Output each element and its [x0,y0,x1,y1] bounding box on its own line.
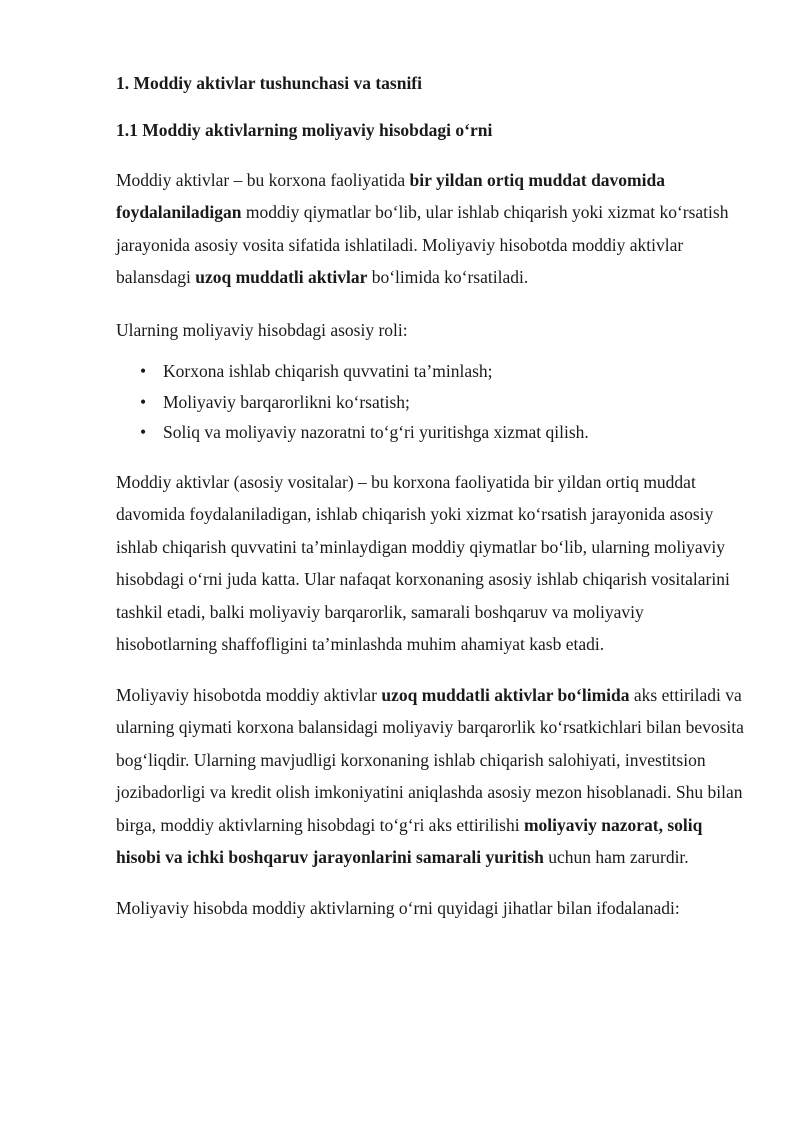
list-item [116,387,746,418]
list-intro: Ularning moliyaviy hisobdagi asosiy roli: [116,319,408,340]
text-run: Moliyaviy hisobotda moddiy aktivlar [116,684,382,705]
bold-text-run: uzoq muddatli aktivlar bo‘limida [381,684,630,705]
paragraph-aspects: Moliyaviy hisobda moddiy aktivlarning o‘rni quyidagi jihatlar bilan ifodalanadi: [116,897,680,918]
bullet-icon: • [140,422,147,442]
text-run: aks ettiriladi va ularning qiymati korxona balansidagi moliyaviy barqarorlik ko‘rsatkichlari bilan bevosita bog‘liqdir. Ularning mavjudligi korxonaning ishlab chiqarish salohiyati, investitsion jozibadorligi va kredit olish imkoniyatini aniqlashda asosiy mezon hisoblanadi. Shu bilan birga, moddiy aktivlarning hisobdagi to‘g‘ri aks ettirilishi [116,684,744,835]
paragraph-fixed-assets: Moddiy aktivlar (asosiy vositalar) – bu korxona faoliyatida bir yildan ortiq muddat davomida foydalaniladigan, ishlab chiqarish yoki xizmat ko‘rsatish jarayonida asosiy ishlab chiqarish quvvatini ta’minlaydigan moddiy qiymatlar bo‘lib, ularning moliyaviy hisobdagi o‘rni juda katta. Ular nafaqat korxonaning asosiy ishlab chiqarish vositalarini tashkil etadi, balki moliyaviy barqarorlik, samarali boshqaruv va moliyaviy hisobotlarning shaffofligini ta’minlashda muhim ahamiyat kasb etadi. [116,471,730,654]
text-run: bo‘limida ko‘rsatiladi. [367,267,529,287]
list-item-text: Soliq va moliyaviy nazoratni to‘g‘ri yuritishga xizmat qilish. [163,422,589,442]
document-page [116,72,746,939]
text-run: moddiy qiymatlar bo‘lib, ular ishlab chiqarish yoki xizmat ko‘rsatish jarayonida asosiy vosita sifatida ishlatiladi. Moliyaviy hisobotda moddiy aktivlar balansdagi [116,202,729,287]
bold-text-run: moliyaviy nazorat, soliq hisobi va ichki boshqaruv jarayonlarini samarali yuritish [116,814,703,867]
bullet-icon: • [140,391,147,412]
text-run: uchun ham zarurdir. [543,847,689,867]
list-item [116,356,746,387]
list-item-text: Korxona ishlab chiqarish quvvatini ta’minlash; [163,361,493,381]
paragraph-reporting [116,679,746,874]
subsection-heading: 1.1 Moddiy aktivlarning moliyaviy hisobdagi o‘rni [116,119,493,140]
bold-text-run: bir yildan ortiq muddat davomida foydalaniladigan [116,169,665,222]
paragraph-definition [116,164,746,294]
text-run: Moddiy aktivlar – bu korxona faoliyatida [116,169,410,190]
section-heading: 1. Moddiy aktivlar tushunchasi va tasnifi [116,73,422,93]
role-list [116,356,746,448]
bullet-icon: • [140,361,147,381]
list-item [116,417,746,448]
bold-text-run: uzoq muddatli aktivlar [195,267,368,287]
list-item-text: Moliyaviy barqarorlikni ko‘rsatish; [163,391,410,412]
